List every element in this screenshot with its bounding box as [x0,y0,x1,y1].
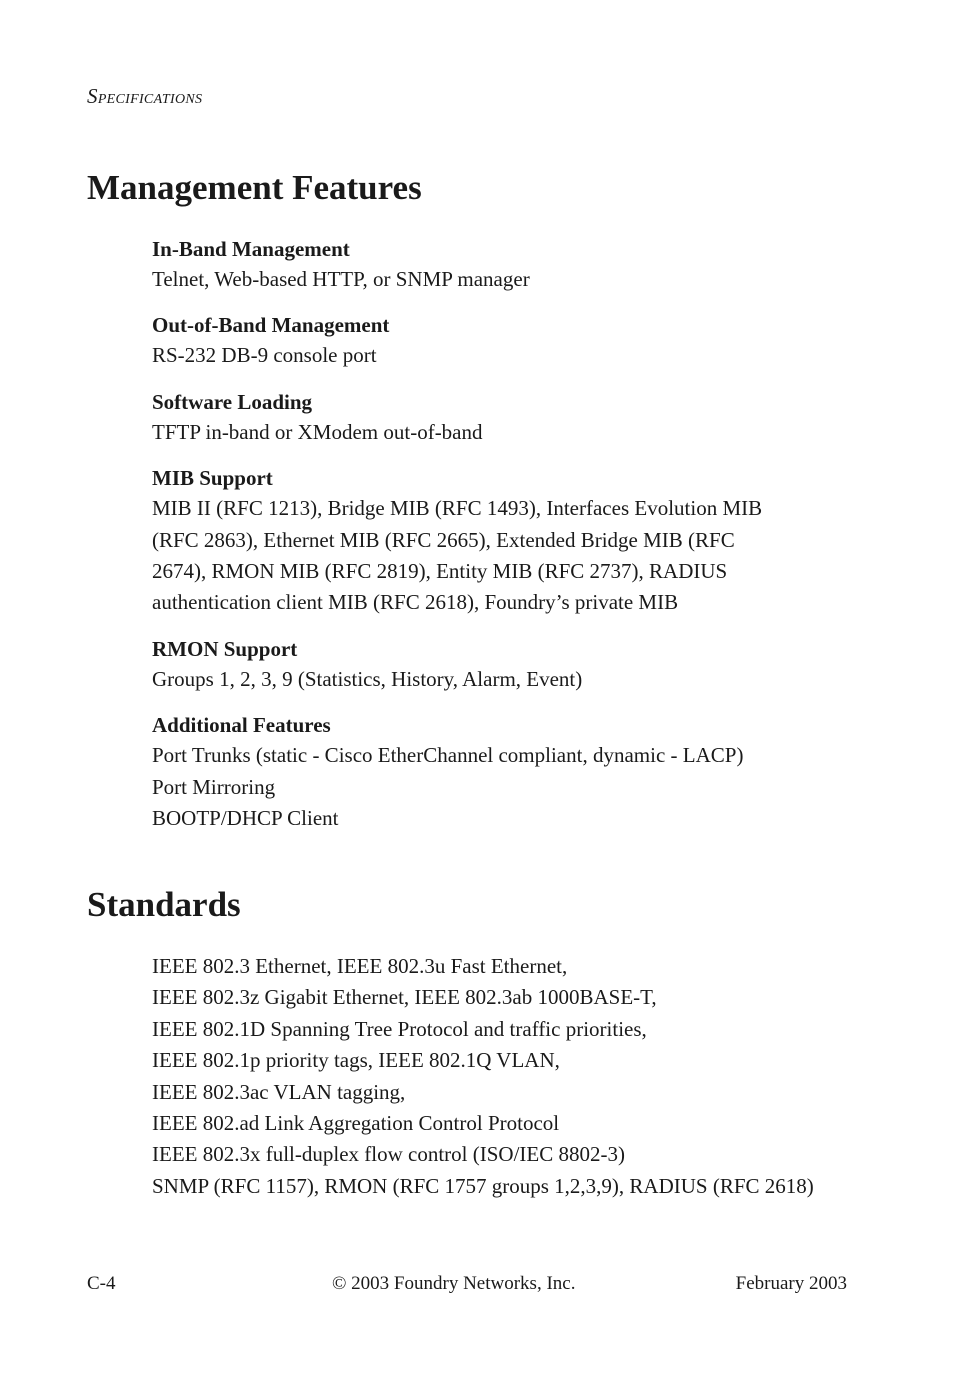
page-footer [87,1273,847,1301]
feature-description-line: Port Mirroring [152,774,276,799]
feature-description-line: authentication client MIB (RFC 2618), Foundry’s private MIB [152,590,679,615]
feature-heading: Out-of-Band Management [152,313,390,338]
standard-line: IEEE 802.3x full-duplex flow control (ISO/IEC 8802-3) [152,1142,625,1167]
feature-heading: Software Loading [152,389,313,414]
feature-description [152,417,852,448]
running-head [87,84,202,109]
feature-description-line: (RFC 2863), Ethernet MIB (RFC 2665), Extended Bridge MIB (RFC [152,527,735,552]
feature-description-line: Port Trunks (static - Cisco EtherChannel compliant, dynamic - LACP) [152,743,744,768]
feature-description [152,664,852,695]
feature-heading: Additional Features [152,713,331,738]
feature-description-line: MIB II (RFC 1213), Bridge MIB (RFC 1493), Interfaces Evolution MIB [152,496,763,521]
feature-description-line: Telnet, Web-based HTTP, or SNMP manager [152,267,530,291]
feature-heading: In-Band Management [152,237,350,261]
feature-description-line: Groups 1, 2, 3, 9 (Statistics, History, Alarm, Event) [152,666,583,691]
standard-line: IEEE 802.3ac VLAN tagging, [152,1079,406,1104]
standard-line: SNMP (RFC 1157), RMON (RFC 1757 groups 1,2,3,9), RADIUS (RFC 2618) [152,1173,814,1198]
standard-line: IEEE 802.3 Ethernet, IEEE 802.3u Fast Ethernet, [152,954,568,978]
standards-title: Standards [87,885,241,924]
feature-description [152,264,852,295]
feature-item [152,634,852,695]
feature-description-line: RS-232 DB-9 console port [152,343,377,368]
management-features-list [152,234,852,849]
standard-line: IEEE 802.1p priority tags, IEEE 802.1Q VLAN, [152,1048,560,1073]
feature-description-line: 2674), RMON MIB (RFC 2819), Entity MIB (RFC 2737), RADIUS [152,559,728,584]
feature-item [152,463,852,619]
copyright-notice: © 2003 Foundry Networks, Inc. [332,1273,576,1294]
feature-description [152,740,852,834]
standard-line: IEEE 802.1D Spanning Tree Protocol and traffic priorities, [152,1016,647,1041]
publication-date: February 2003 [735,1273,847,1294]
feature-description [152,340,852,371]
feature-heading: MIB Support [152,466,273,491]
feature-description-line: BOOTP/DHCP Client [152,806,339,831]
feature-item [152,234,852,295]
feature-item [152,387,852,448]
page-number: C-4 [87,1273,116,1294]
running-head-text: SPECIFICATIONS [87,84,203,108]
standard-line: IEEE 802.3z Gigabit Ethernet, IEEE 802.3ab 1000BASE-T, [152,985,657,1010]
management-features-title: Management Features [87,168,422,207]
standards-list [152,951,852,1202]
feature-description-line: TFTP in-band or XModem out-of-band [152,419,483,444]
feature-item [152,310,852,371]
standard-line: IEEE 802.ad Link Aggregation Control Protocol [152,1111,560,1136]
feature-description [152,493,852,619]
feature-heading: RMON Support [152,636,298,661]
feature-item [152,710,852,834]
